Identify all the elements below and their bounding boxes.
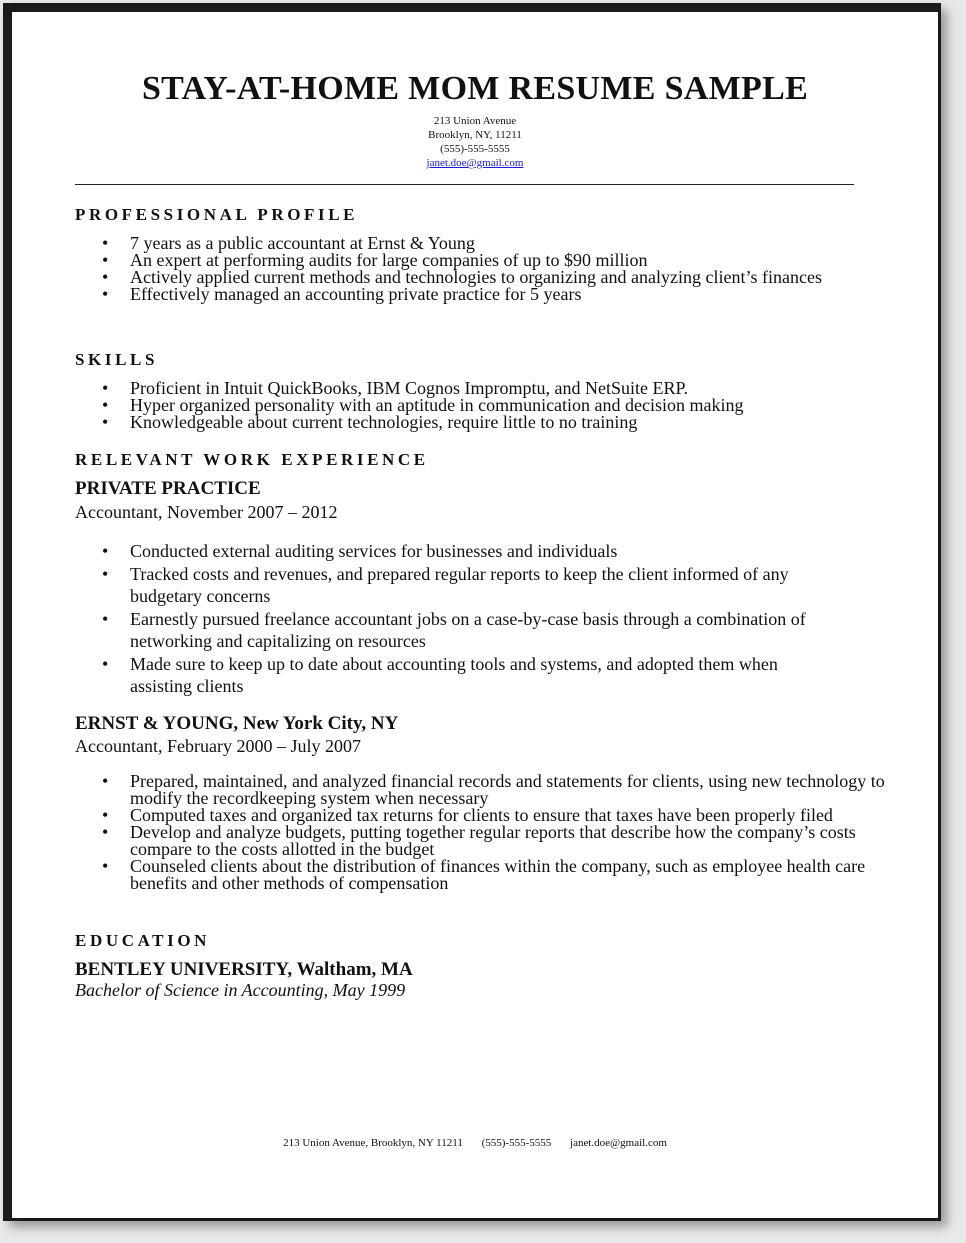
list-item: • Prepared, maintained, and analyzed financial records and statements for clients, using new technology to modify the recordkeeping system when necessary: [75, 773, 887, 807]
list-item: • Develop and analyze budgets, putting together regular reports that describe how the company’s costs compare to the costs allotted in the budget: [75, 824, 887, 858]
education-degree: Bachelor of Science in Accounting, May 1999: [75, 980, 406, 1000]
list-item: • Conducted external auditing services for businesses and individuals: [75, 540, 835, 562]
list-item: • Earnestly pursued freelance accountant jobs on a case-by-case basis through a combination of networking and capitalizing on resources: [75, 608, 835, 652]
list-item: • Proficient in Intuit QuickBooks, IBM Cognos Impromptu, and NetSuite ERP.: [75, 380, 875, 397]
employer-private-practice: PRIVATE PRACTICE: [75, 478, 261, 499]
skills-list: [75, 380, 875, 431]
footer-address: 213 Union Avenue, Brooklyn, NY 11211: [283, 1137, 463, 1149]
list-item: • Knowledgeable about current technologies, require little to no training: [75, 414, 875, 431]
section-heading-profile: PROFESSIONAL PROFILE: [75, 205, 359, 224]
list-item: • Tracked costs and revenues, and prepared regular reports to keep the client informed of any budgetary concerns: [75, 563, 835, 607]
list-item: • Made sure to keep up to date about accounting tools and systems, and adopted them when assisting clients: [75, 653, 835, 697]
education-school: BENTLEY UNIVERSITY, Waltham, MA: [75, 959, 413, 980]
role-private-practice: Accountant, November 2007 – 2012: [75, 502, 338, 522]
list-item: • An expert at performing audits for large companies of up to $90 million: [75, 252, 865, 269]
list-item: • Hyper organized personality with an aptitude in communication and decision making: [75, 397, 875, 414]
section-heading-skills: SKILLS: [75, 350, 159, 369]
contact-phone: (555)-555-5555: [440, 143, 510, 155]
section-heading-education: EDUCATION: [75, 931, 211, 950]
footer-contact: [12, 1137, 938, 1149]
resume-page: [12, 12, 938, 1218]
role-ernst-young: Accountant, February 2000 – July 2007: [75, 736, 361, 756]
footer-email: janet.doe@gmail.com: [570, 1137, 667, 1149]
resume-title: STAY-AT-HOME MOM RESUME SAMPLE: [141, 70, 809, 107]
list-item: • Computed taxes and organized tax returns for clients to ensure that taxes have been properly filed: [75, 807, 887, 824]
list-item: • Actively applied current methods and technologies to organizing and analyzing client’s finances: [75, 269, 865, 286]
list-item: • Effectively managed an accounting private practice for 5 years: [75, 286, 865, 303]
header-divider: [75, 184, 854, 185]
contact-street: 213 Union Avenue: [433, 115, 517, 127]
ernst-young-duties: [75, 773, 887, 892]
list-item: • Counseled clients about the distribution of finances within the company, such as employee health care benefits and other methods of compensation: [75, 858, 887, 892]
profile-list: [75, 235, 865, 303]
employer-ernst-young: ERNST & YOUNG, New York City, NY: [75, 713, 399, 734]
list-item: • 7 years as a public accountant at Ernst & Young: [75, 235, 865, 252]
private-practice-duties: [75, 540, 835, 698]
section-heading-experience: RELEVANT WORK EXPERIENCE: [75, 450, 429, 469]
contact-city: Brooklyn, NY, 11211: [428, 129, 522, 141]
contact-email-link[interactable]: janet.doe@gmail.com: [426, 157, 524, 169]
contact-block: [12, 114, 938, 170]
footer-phone: (555)-555-5555: [481, 1137, 552, 1149]
